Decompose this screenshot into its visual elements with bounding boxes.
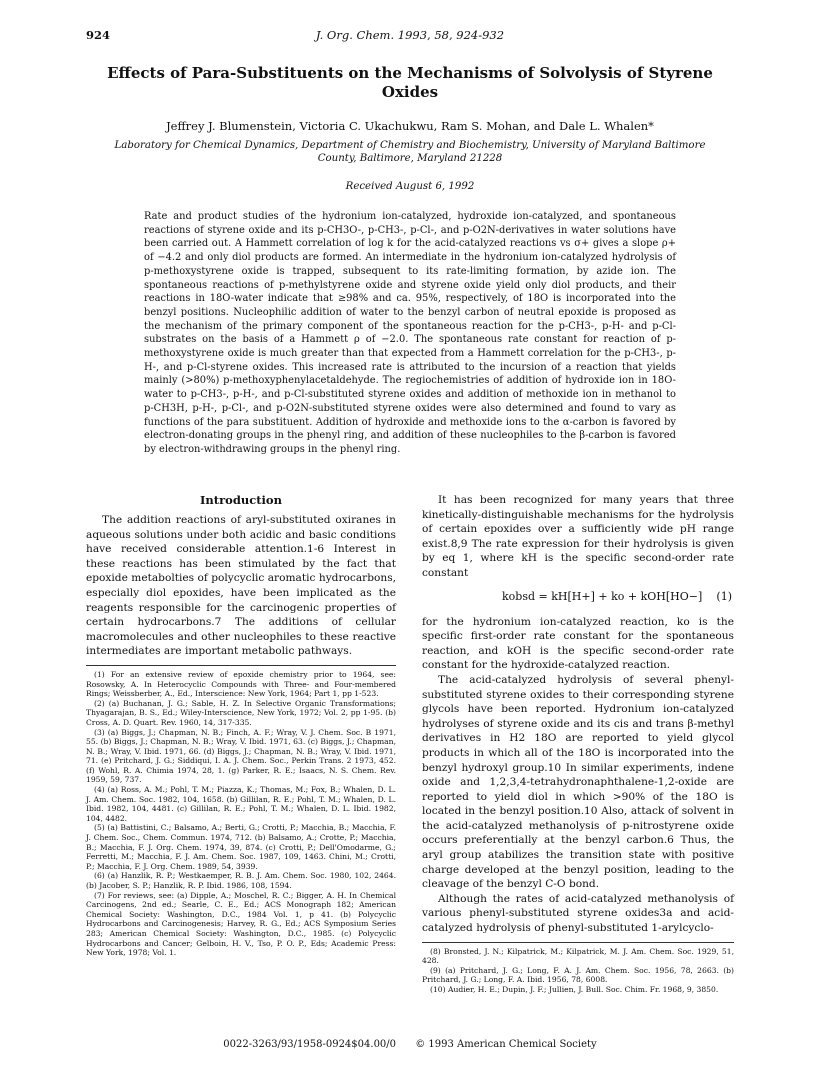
body-paragraph: It has been recognized for many years that three kinetically-distinguishable mechanisms for the hydrolysis of certain epoxides over a sufficiently wide pH range exist.8,9 The rate expression for their hydrolysis is given by eq 1, where kH is the specific second-order rate constant [422,494,734,579]
footnote-divider [422,942,734,943]
footnote: (1) For an extensive review of epoxide chemistry prior to 1964, see: Rosowsky, A. In Heterocyclic Compounds with Three- and Four-membered Rings; Weissberber, A., Ed., Interscience: New York, 1964; Part 1, pp 1-523. [86,669,396,699]
body-paragraph: The acid-catalyzed hydrolysis of several phenyl-substituted styrene oxides to their corresponding styrene glycols have been reported. Hydronium ion-catalyzed hydrolyses of styrene oxide and its cis and trans β-methyl derivatives in H2 18O are reported to yield glycol products in which all of the 18O is incorporated into the benzyl hydroxyl group.10 In similar experiments, indene oxide and 1,2,3,4-tetrahydronaphthalene-1,2-oxide are reported to yield diol in which >90% of the 18O is located in the benzyl position.10 Also, attack of solvent in the acid-catalyzed methanolysis of p-nitrostyrene oxide occurs preferentially at the benzyl carbon.6 Thus, the aryl group atabilizes the transition state with positive charge developed at the benzyl position, leading to the cleavage of the benzyl C-O bond. [422,673,734,891]
running-header [86,28,734,44]
article-code: 0022-3263/93/1958-0924$04.00/0 [223,1039,397,1050]
footnote: (5) (a) Battistini, C.; Balsamo, A.; Berti, G.; Crotti, P.; Macchia, B.; Macchia, F. J. Chem. Soc., Chem. Commun. 1974, 712. (b) Balsamo, A.; Crotte, P.; Macchia, B.; Macchia, F. J. Org. Chem. 1974, 39, 874. (c) Crotti, P.; Dell'Omodarme, G.; Ferretti, M.; Macchia, F. J. Am. Chem. Soc. 1987, 109, 1463. Chini, M.; Crotti, P.; Macchia, F. J. Org. Chem. 1989, 54, 3939. [86,823,396,871]
abstract: Rate and product studies of the hydronium ion-catalyzed, hydroxide ion-catalyzed, and spontaneous reactions of styrene oxide and its p-CH3O-, p-CH3-, p-Cl-, and p-O2N-derivatives in water solutions have been carried out. A Hammett correlation of log k for the acid-catalyzed reactions vs σ+ gives a slope ρ+ of −4.2 and only diol products are formed. An intermediate in the hydronium ion-catalyzed hydrolysis of p-methoxystyrene oxide is trapped, subsequent to its rate-limiting formation, by azide ion. The spontaneous reactions of p-methylstyrene oxide and styrene oxide yield only diol products, and their reactions in 18O-water indicate that ≥98% and ca. 95%, respectively, of 18O is incorporated into the benzyl positions. Nucleophilic addition of water to the benzyl carbon of neutral epoxide is proposed as the mechanism of the primary component of the spontaneous reaction for the p-CH3-, p-H- and p-Cl-substrates on the basis of a Hammett ρ of −2.0. The spontaneous rate constant for reaction of p-methoxystyrene oxide is much greater than that expected from a Hammett correlation for the p-CH3-, p-H-, and p-Cl-styrene oxides. This increased rate is attributed to the incursion of a reaction that yields mainly (>80%) p-methoxyphenylacetaldehyde. The regiochemistries of addition of hydroxide ion in 18O-water to p-CH3-, p-H-, and p-Cl-substituted styrene oxides and addition of methoxide ion in methanol to p-CH3H, p-H-, p-Cl-, and p-O2N-substituted styrene oxides were also determined and found to vary as functions of the para substituent. Addition of hydroxide and methoxide ions to the α-carbon is favored by electron-donating groups in the phenyl ring, and addition of these nucleophiles to the β-carbon is favored by electron-withdrawing groups in the phenyl ring. [144,211,676,455]
author-list: Jeffrey J. Blumenstein, Victoria C. Ukachukwu, Ram S. Mohan, and Dale L. Whalen* [166,119,654,133]
footnote: (8) Bronsted, J. N.; Kilpatrick, M.; Kilpatrick, M. J. Am. Chem. Soc. 1929, 51, 428. [422,946,734,966]
page-number: 924 [86,28,111,42]
footnote: (7) For reviews, see: (a) Dipple, A.; Moschel, R. C.; Bigger, A. H. In Chemical Carcinogens, 2nd ed.; Searle, C. E., Ed.; ACS Monograph 182; American Chemical Society: Washington, D.C., 1984 Vol. 1, p 41. (b) Polycyclic Hydrocarbons and Carcinogenesis; Harvey, R. G., Ed.; ACS Symposium Series 283; American Chemical Society: Washington, D.C., 1985. (c) Polycyclic Hydrocarbons and Cancer; Gelboin, H. V., Tso, P. O. P., Eds; Academic Press: New York, 1978; Vol. 1. [86,890,396,958]
page-footer [86,1039,734,1053]
received-date: Received August 6, 1992 [345,181,475,192]
journal-reference: J. Org. Chem. 1993, 58, 924-932 [315,28,505,42]
affiliation: Laboratory for Chemical Dynamics, Department of Chemistry and Biochemistry, University of Maryland Baltimore County, Baltimore, Maryland 21228 [114,140,706,164]
footnote: (4) (a) Ross, A. M.; Pohl, T. M.; Piazza, K.; Thomas, M.; Fox, B.; Whalen, D. L. J. Am. Chem. Soc. 1982, 104, 1658. (b) Gillilan, R. E.; Pohl, T. M.; Whalen, D. L. Ibid. 1982, 104, 4481. (c) Gillilan, R. E.; Pohl, T. M.; Whalen, D. L. Ibid. 1982, 104, 4482. [86,785,396,823]
section-heading-introduction: Introduction [200,493,282,507]
article-title: Effects of Para-Substituents on the Mechanisms of Solvolysis of Styrene Oxides [107,64,713,101]
intro-paragraph: The addition reactions of aryl-substituted oxiranes in aqueous solutions under both acidic and basic conditions have received considerable attention.1-6 Interest in these reactions has been stimulated by the fact that epoxide metabolties of polycyclic aromatic hydrocarbons, especially diol epoxides, have been implicated as the reagents responsible for the carcinogenic properties of certain hydrocarbons.7 The additions of cellular macromolecules and other nucleophiles to these reactive intermediates are important metabolic pathways. [86,514,396,658]
footnote: (10) Audier, H. E.; Dupin, J. F.; Jullien, J. Bull. Soc. Chim. Fr. 1968, 9, 3850. [430,985,719,994]
footnote: (9) (a) Pritchard, J. G.; Long, F. A. J. Am. Chem. Soc. 1956, 78, 2663. (b) Pritchard, J. G.; Long, F. A. Ibid. 1956, 78, 6008. [422,965,734,985]
left-column [86,493,396,958]
equation-number: (1) [716,589,732,603]
body-paragraph: for the hydronium ion-catalyzed reaction, ko is the specific first-order rate constant for the spontaneous reaction, and kOH is the specific second-order rate constant for the hydroxide-catalyzed reaction. [422,615,734,672]
copyright-notice: © 1993 American Chemical Society [415,1039,597,1050]
footnote: (2) (a) Buchanan, J. G.; Sable, H. Z. In Selective Organic Transformations; Thyagarajan, B. S., Ed.; Wiley-Interscience, New York, 1972; Vol. 2, pp 1-95. (b) Cross, A. D. Quart. Rev. 1960, 14, 317-335. [86,698,396,727]
footnote-divider [86,665,396,666]
rate-equation: kobsd = kH[H+] + ko + kOH[HO−] [502,589,703,603]
footnote: (3) (a) Biggs, J.; Chapman, N. B.; Finch, A. F.; Wray, V. J. Chem. Soc. B 1971, 55. (b) Biggs, J.; Chapman, N. B.; Wray, V. Ibid. 1971, 63. (c) Biggs, J.; Chapman, N. B.; Wray, V. Ibid. 1971, 66. (d) Biggs, J.; Chapman, N. B.; Wray, V. Ibid. 1971, 71. (e) Pritchard, J. G.; Siddiqui, I. A. J. Chem. Soc., Perkin Trans. 2 1973, 452. (f) Wohl, R. A. Chimia 1974, 28, 1. (g) Parker, R. E.; Isaacs, N. S. Chem. Rev. 1959, 59, 737. [86,727,396,785]
footnote: (6) (a) Hanzlik, R. P.; Westkaemper, R. B. J. Am. Chem. Soc. 1980, 102, 2464. (b) Jacober, S. P.; Hanzlik, R. P. Ibid. 1986, 108, 1594. [86,871,396,890]
equation-1 [422,587,734,609]
body-paragraph: Although the rates of acid-catalyzed methanolysis of various phenyl-substituted styrene oxides3a and acid-catalyzed hydrolysis of phenyl-substituted 1-arylcyclo- [422,892,734,935]
right-column [422,493,734,995]
